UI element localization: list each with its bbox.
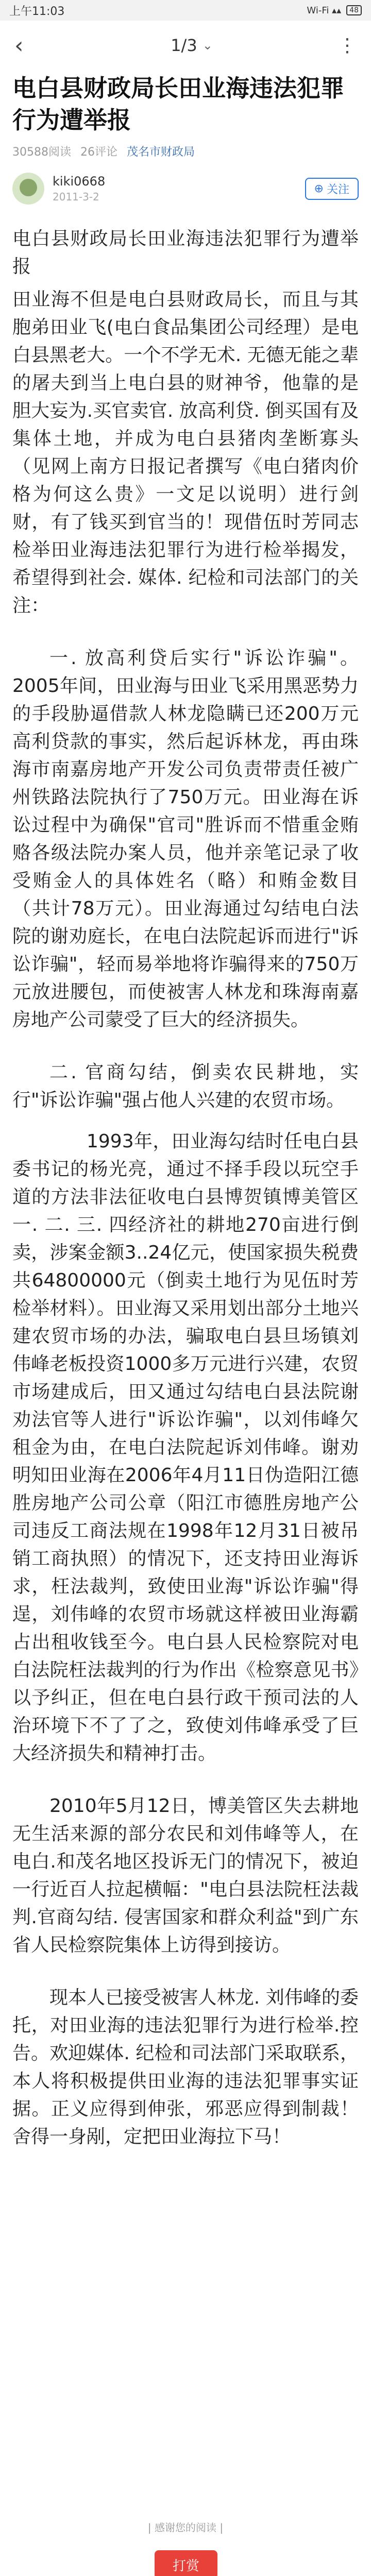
- paragraph: 2010年5月12日，博美管区失去耕地无生活来源的部分农民和刘伟峰等人，在电白.和茂名地区投诉无门的情况下，被迫一行近百人拉起横幅："电白县法院枉法裁判.官商勾结. 侵害国家和群众利益"到广东省人民检察院集体上访得到接访。: [12, 1795, 359, 1956]
- article-title: 电白县财政局长田业海违法犯罪行为遭举报: [12, 74, 344, 134]
- paragraph: 电白县财政局长田业海违法犯罪行为遭举报: [12, 228, 359, 277]
- back-icon[interactable]: ‹: [14, 32, 24, 59]
- article-content: [12, 72, 359, 2176]
- signal-icon: Wi-Fi ▴▴: [307, 5, 342, 16]
- thanks-text: | 感谢您的阅读 |: [147, 2521, 224, 2534]
- paragraph: 现本人已接受被害人林龙. 刘伟峰的委托，对田业海的违法犯罪行为进行检举.控告。欢迎媒体. 纪检和司法部门采取联系，本人将积极提供田业海的违法犯罪事实证据。正义应得到伸张，邪恶应得到制裁！舍得一身剐，定把田业海拉下马！: [12, 1987, 359, 2147]
- reward-button[interactable]: 打赏: [155, 2550, 217, 2576]
- status-bar: [0, 0, 371, 21]
- article-meta: [12, 143, 359, 159]
- source-link[interactable]: 茂名市财政局: [127, 146, 195, 159]
- top-nav: [0, 21, 371, 70]
- article-body: [12, 225, 359, 2151]
- author-info: [53, 174, 105, 203]
- page-number: 1/3: [171, 36, 197, 55]
- battery-icon: 48: [346, 5, 362, 15]
- paragraph: 1993年，田业海勾结时任电白县委书记的杨光亮，通过不择手段以玩空手道的方法非法征收电白县博贺镇博美管区一. 二. 三. 四经济社的耕地270亩进行倒卖，涉案金额3..24亿元，使国家损失税费共64800000元（倒卖土地行为见伍时芳检举材料）。田业海又采用划出部分土地兴建农贸市场的办法，骗取电白县旦场镇刘伟峰老板投资1000多万元进行兴建，农贸市场建成后，田又通过勾结电白县法院谢劝法官等人进行"诉讼诈骗"，以刘伟峰欠租金为由，在电白法院起诉刘伟峰。谢劝明知田业海在2006年4月11日伪造阳江德胜房地产公司公章（阳江市德胜房地产公司违反工商法规在1998年12月31日被吊销工商执照）的情况下，还支持田业海诉求，枉法裁判，致使田业海"诉讼诈骗"得逞，刘伟峰的农贸市场就这样被田业海霸占出租收钱至今。电白县人民检察院对电白法院枉法裁判的行为作出《检察意见书》以予纠正，但在电白县行政干预司法的人治环境下不了了之，致使刘伟峰承受了巨大经济损失和精神打击。: [12, 1131, 359, 1764]
- follow-button[interactable]: [305, 178, 359, 200]
- comment-count-meta: 26评论: [80, 146, 117, 159]
- avatar[interactable]: [12, 173, 44, 205]
- paragraph: 一. 放高利贷后实行"诉讼诈骗"。2005年间，田业海与田业飞采用黑恶势力的手段胁逼借款人林龙隐瞒已还200万元高利贷款的事实，然后起诉林龙，再由珠海市南嘉房地产开发公司负责带责任被广州铁路法院执行了750万元。田业海在诉讼过程中为确保"官司"胜诉而不惜重金贿赂各级法院办案人员，他并亲笔记录了收受贿金人的具体姓名（略）和贿金数目（共计78万元）。田业海通过勾结电白法院的谢劝庭长，在电白法院起诉而进行"诉讼诈骗"，轻而易举地将诈骗得来的750万元放进腰包，而使被害人林龙和珠海南嘉房地产公司蒙受了巨大的经济损失。: [12, 648, 359, 1030]
- paragraph: 二. 官商勾结，倒卖农民耕地，实行"诉讼诈骗"强占他人兴建的农贸市场。: [12, 1062, 359, 1111]
- author-row: [12, 173, 359, 205]
- top-right-icons: [338, 35, 357, 56]
- status-icons: [307, 5, 362, 16]
- page-indicator[interactable]: [171, 36, 213, 55]
- paragraph: 田业海不但是电白县财政局长，而且与其胞弟田业飞(电白食品集团公司经理）是电白县黑老大。一个不学无术. 无德无能之辈的屠夫到当上电白县的财神爷，他靠的是胆大妄为.买官卖官. 放高利贷. 倒买国有及集体土地，并成为电白县猪肉垄断寡头（见网上南方日报记者撰写《电白猪肉价格为何这么贵》一文足以说明）进行剑财，有了钱买到官当的！现借伍时芳同志检举田业海违法犯罪行为进行检举揭发，希望得到社会. 媒体. 纪检和司法部门的关注：: [12, 289, 359, 616]
- chevron-down-icon: ⌄: [202, 38, 213, 53]
- read-count: 30588阅读: [12, 146, 71, 159]
- status-time: 上午11:03: [9, 5, 65, 18]
- more-menu-icon[interactable]: ⋮: [338, 35, 357, 56]
- reward-section: [0, 2519, 371, 2576]
- author-date: 2011-3-2: [53, 191, 99, 203]
- follow-label: 关注: [326, 183, 349, 196]
- author-name[interactable]: kiki0668: [53, 174, 106, 189]
- plus-icon: ⊕: [314, 182, 324, 195]
